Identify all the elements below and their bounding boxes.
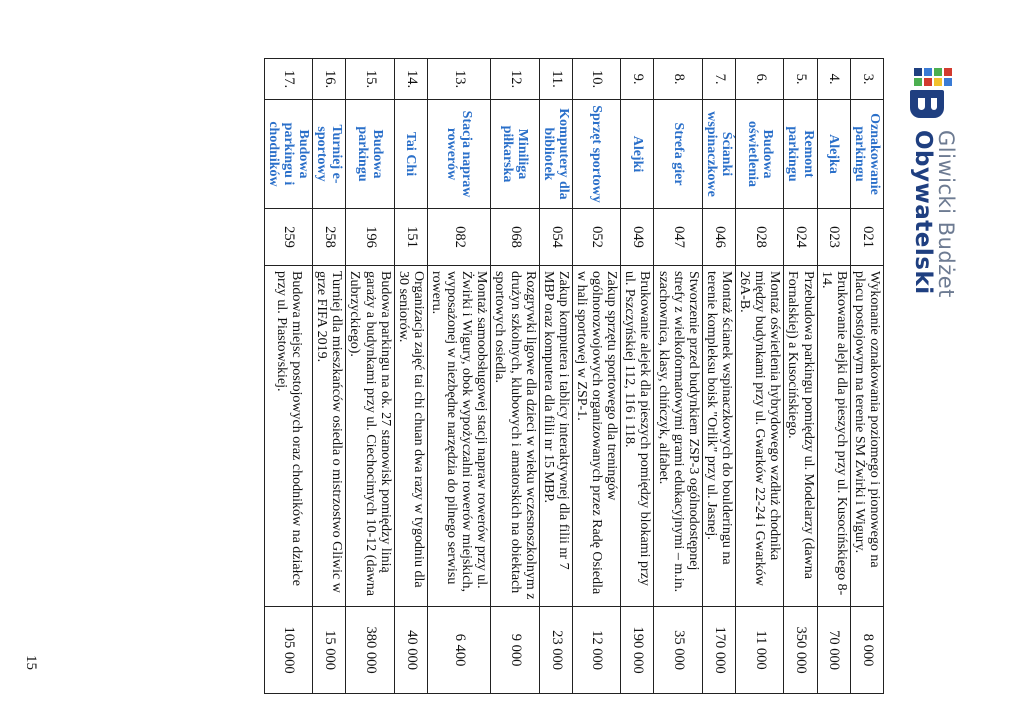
project-code: 082 (427, 209, 490, 266)
project-cost: 105 000 (264, 607, 312, 694)
table-row (539, 59, 572, 694)
row-number: 13. (427, 59, 490, 100)
project-description: Zakup sprzętu sportowego dla treningów ogólnorozwojowych organizowanych przez Radę Osiedla w hali sportowej w ZSP-1. (572, 266, 620, 607)
project-name: Stacja napraw rowerów (427, 100, 490, 209)
table-row (313, 59, 346, 694)
project-name: Budowa parkingu i chodników (264, 100, 312, 209)
project-name: Strefa gier (654, 100, 702, 209)
project-name: Komputery dla bibliotek (539, 100, 572, 209)
row-number: 3. (850, 59, 883, 100)
project-code: 047 (654, 209, 702, 266)
project-name: Alejka (817, 100, 850, 209)
project-cost: 23 000 (539, 607, 572, 694)
project-cost: 8 000 (850, 607, 883, 694)
project-description: Montaż oświetlenia hybrydowego wzdłuż chodnika między budynkami przy ul. Gwarków 22-24 i Gwarków 26A-B. (736, 266, 784, 607)
project-name: Alejki (621, 100, 654, 209)
row-number: 15. (346, 59, 394, 100)
table-row (621, 59, 654, 694)
project-cost: 11 000 (736, 607, 784, 694)
project-name: Budowa parkingu (346, 100, 394, 209)
project-description: Stworzenie przed budynkiem ZSP-3 ogólnodostępnej strefy z wielkoformatowymi grami edukacyjnymi – m.in. szachownica, klasy, chińczyk, alfabet. (654, 266, 702, 607)
project-code: 049 (621, 209, 654, 266)
row-number: 5. (784, 59, 817, 100)
table-row (491, 59, 539, 694)
row-number: 14. (394, 59, 427, 100)
project-code: 259 (264, 209, 312, 266)
project-code: 028 (736, 209, 784, 266)
project-description: Turniej dla mieszkańców osiedla o mistrzostwo Gliwic w grze FIFA 2019. (313, 266, 346, 607)
table-row (394, 59, 427, 694)
project-name: Ścianki wspinaczkowe (702, 100, 735, 209)
project-code: 023 (817, 209, 850, 266)
row-number: 10. (572, 59, 620, 100)
project-description: Brukowanie alejki dla pieszych przy ul. Kusocińskiego 8-14. (817, 266, 850, 607)
project-cost: 12 000 (572, 607, 620, 694)
row-number: 12. (491, 59, 539, 100)
project-code: 052 (572, 209, 620, 266)
project-name: Budowa oświetlenia (736, 100, 784, 209)
table-row (850, 59, 883, 694)
table-row (346, 59, 394, 694)
row-number: 11. (539, 59, 572, 100)
project-name: Remont parkingu (784, 100, 817, 209)
table-row (817, 59, 850, 694)
project-description: Montaż ścianek wspinaczkowych do boulderingu na terenie kompleksu boisk "Orlik" przy ul. Jasnej. (702, 266, 735, 607)
project-description: Budowa parkingu na ok. 27 stanowisk pomiędzy linią garaży a budynkami przy ul. Ciechocimych 10-12 (dawna Zubrzyckiego). (346, 266, 394, 607)
table-row (427, 59, 490, 694)
project-code: 046 (702, 209, 735, 266)
project-code: 258 (313, 209, 346, 266)
project-cost: 380 000 (346, 607, 394, 694)
table-row (654, 59, 702, 694)
row-number: 8. (654, 59, 702, 100)
project-name: Oznakowanie parkingu (850, 100, 883, 209)
table-row (702, 59, 735, 694)
gbo-logo-icon (910, 68, 958, 120)
project-cost: 350 000 (784, 607, 817, 694)
project-code: 196 (346, 209, 394, 266)
project-code: 068 (491, 209, 539, 266)
project-description: Rozgrywki ligowe dla dzieci w wieku wczesnoszkolnym z drużyn szkolnych, klubowych i amatorskich na obiektach sportowych osiedla. (491, 266, 539, 607)
row-number: 16. (313, 59, 346, 100)
table-row (736, 59, 784, 694)
project-cost: 15 000 (313, 607, 346, 694)
project-description: Montaż samoobsługowej stacji napraw rowerów przy ul. Żwirki i Wigury, obok wypożyczalni rowerów miejskich, wyposażonej w niezbędne narzędzia do pilnego serwisu roweru. (427, 266, 490, 607)
table-row (572, 59, 620, 694)
project-cost: 9 000 (491, 607, 539, 694)
gbo-logo (904, 68, 964, 298)
project-name: Turniej e-sportowy (313, 100, 346, 209)
project-description: Zakup komputera i tablicy interaktywnej dla filii nr 7 MBP oraz komputera dla filii nr 15 MBP. (539, 266, 572, 607)
logo-line-2: Obywatelski (910, 130, 937, 295)
project-description: Brukowanie alejek dla pieszych pomiędzy blokami przy ul. Pszczyńskiej 112, 116 i 118. (621, 266, 654, 607)
project-code: 021 (850, 209, 883, 266)
project-code: 054 (539, 209, 572, 266)
project-cost: 35 000 (654, 607, 702, 694)
table-row (264, 59, 312, 694)
row-number: 4. (817, 59, 850, 100)
logo-line-1: Gliwicki Budżet (934, 130, 959, 298)
project-description: Organizacja zajęć tai chi chuan dwa razy w tygodniu dla 30 seniorów. (394, 266, 427, 607)
project-description: Wykonanie oznakowania poziomego i pionowego na placu postojowym na terenie SM Żwirki i Wigury. (850, 266, 883, 607)
row-number: 6. (736, 59, 784, 100)
row-number: 9. (621, 59, 654, 100)
page-number: 15 (23, 655, 39, 670)
row-number: 17. (264, 59, 312, 100)
projects-table (264, 58, 884, 694)
project-cost: 40 000 (394, 607, 427, 694)
project-name: Tai Chi (394, 100, 427, 209)
table-row (784, 59, 817, 694)
project-cost: 190 000 (621, 607, 654, 694)
project-cost: 6 400 (427, 607, 490, 694)
project-name: Sprzęt sportowy (572, 100, 620, 209)
project-code: 024 (784, 209, 817, 266)
project-cost: 70 000 (817, 607, 850, 694)
project-description: Budowa miejsc postojowych oraz chodników na działce przy ul. Piastowskiej. (264, 266, 312, 607)
project-code: 151 (394, 209, 427, 266)
project-description: Przebudowa parkingu pomiędzy ul. Modelarzy (dawna Fornalskiej) a Kusocińskiego. (784, 266, 817, 607)
project-name: Miniliga piłkarska (491, 100, 539, 209)
project-cost: 170 000 (702, 607, 735, 694)
row-number: 7. (702, 59, 735, 100)
